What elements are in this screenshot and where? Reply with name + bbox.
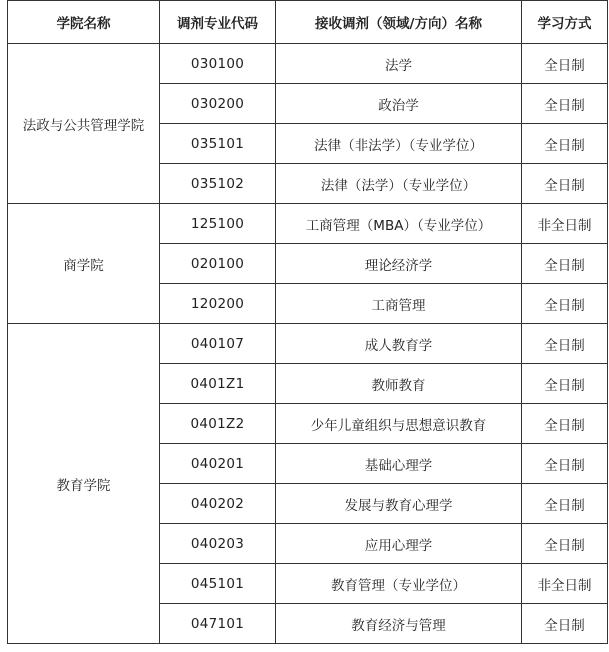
header-program-name: 接收调剂（领域/方向）名称 (276, 1, 522, 44)
study-mode-cell: 全日制 (522, 244, 608, 284)
code-cell: 040107 (160, 324, 276, 364)
code-cell: 125100 (160, 204, 276, 244)
code-cell: 040202 (160, 484, 276, 524)
header-study-mode: 学习方式 (522, 1, 608, 44)
program-name-cell: 法学 (276, 44, 522, 84)
study-mode-cell: 全日制 (522, 604, 608, 644)
study-mode-cell: 非全日制 (522, 204, 608, 244)
study-mode-cell: 全日制 (522, 164, 608, 204)
program-name-cell: 教师教育 (276, 364, 522, 404)
study-mode-cell: 全日制 (522, 524, 608, 564)
program-name-cell: 教育管理（专业学位） (276, 564, 522, 604)
college-cell: 法政与公共管理学院 (8, 44, 160, 204)
table-row (8, 204, 608, 244)
program-name-cell: 发展与教育心理学 (276, 484, 522, 524)
program-name-cell: 理论经济学 (276, 244, 522, 284)
program-name-cell: 教育经济与管理 (276, 604, 522, 644)
header-row (8, 1, 608, 44)
study-mode-cell: 全日制 (522, 364, 608, 404)
code-cell: 040201 (160, 444, 276, 484)
header-code: 调剂专业代码 (160, 1, 276, 44)
study-mode-cell: 全日制 (522, 324, 608, 364)
program-name-cell: 应用心理学 (276, 524, 522, 564)
code-cell: 040203 (160, 524, 276, 564)
program-name-cell: 法律（非法学）（专业学位） (276, 124, 522, 164)
table-row (8, 44, 608, 84)
program-name-cell: 少年儿童组织与思想意识教育 (276, 404, 522, 444)
table-body (8, 44, 608, 644)
code-cell: 0401Z2 (160, 404, 276, 444)
study-mode-cell: 非全日制 (522, 564, 608, 604)
study-mode-cell: 全日制 (522, 404, 608, 444)
code-cell: 030200 (160, 84, 276, 124)
code-cell: 047101 (160, 604, 276, 644)
code-cell: 035102 (160, 164, 276, 204)
study-mode-cell: 全日制 (522, 484, 608, 524)
header-college: 学院名称 (8, 1, 160, 44)
code-cell: 120200 (160, 284, 276, 324)
study-mode-cell: 全日制 (522, 284, 608, 324)
code-cell: 030100 (160, 44, 276, 84)
program-name-cell: 成人教育学 (276, 324, 522, 364)
code-cell: 020100 (160, 244, 276, 284)
code-cell: 035101 (160, 124, 276, 164)
program-name-cell: 政治学 (276, 84, 522, 124)
college-cell: 教育学院 (8, 324, 160, 644)
program-name-cell: 法律（法学）（专业学位） (276, 164, 522, 204)
program-name-cell: 工商管理 (276, 284, 522, 324)
transfer-programs-table (7, 0, 608, 644)
table-row (8, 324, 608, 364)
table-header (8, 1, 608, 44)
study-mode-cell: 全日制 (522, 84, 608, 124)
program-name-cell: 工商管理（MBA）（专业学位） (276, 204, 522, 244)
program-name-cell: 基础心理学 (276, 444, 522, 484)
college-cell: 商学院 (8, 204, 160, 324)
code-cell: 0401Z1 (160, 364, 276, 404)
study-mode-cell: 全日制 (522, 124, 608, 164)
study-mode-cell: 全日制 (522, 444, 608, 484)
study-mode-cell: 全日制 (522, 44, 608, 84)
code-cell: 045101 (160, 564, 276, 604)
